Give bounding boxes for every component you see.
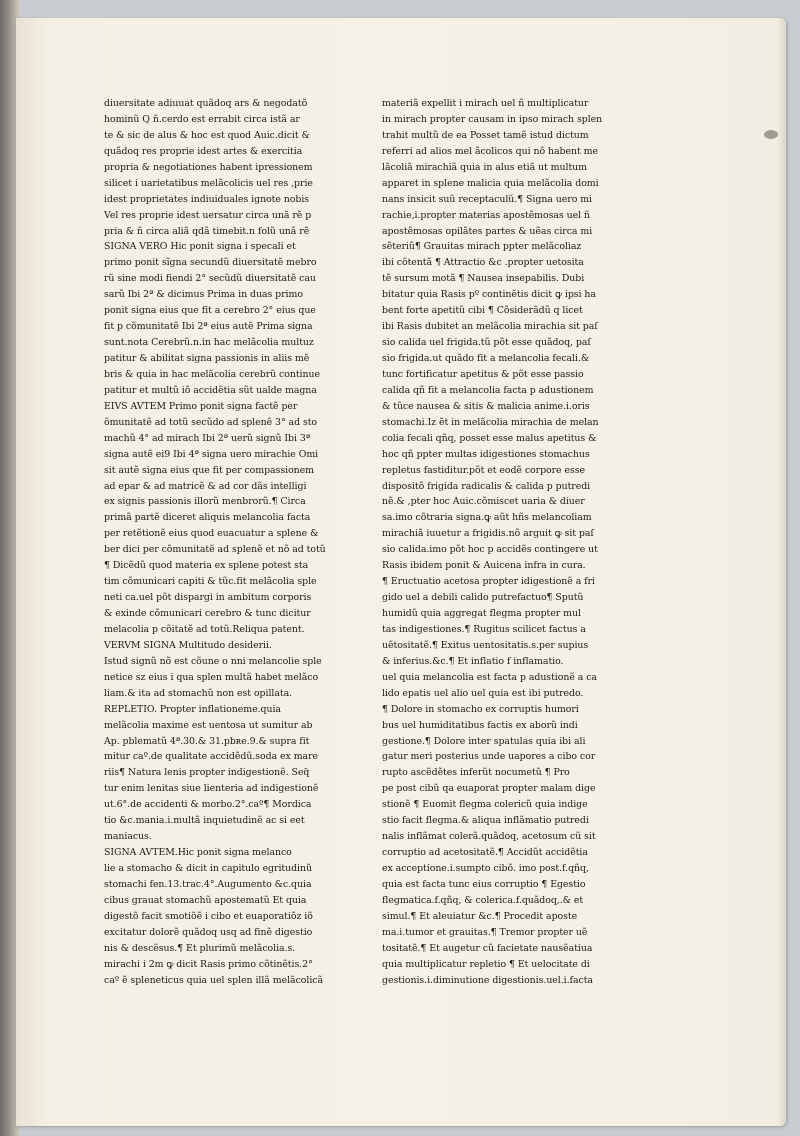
text-line: caº ẽ spleneticus quia uel splen illã melãcolicã — [104, 974, 324, 986]
text-line: per retẽtionẽ eius quod euacuatur a splene & — [104, 528, 319, 540]
text-line: pe post cibũ qa euaporat propter malam dige — [382, 783, 596, 795]
text-line: melacolia p cõitatẽ ad totũ.Reliqua patent. — [104, 623, 305, 635]
text-line: flegmatica.f.qñq, & colerica.f.quãdoq,.& et — [382, 894, 584, 906]
text-line: VERVM SIGNA Multitudo desiderii. — [104, 639, 272, 651]
text-line: netice sz eius i qua splen multã habet melãco — [104, 671, 319, 683]
text-line: tas indigestiones.¶ Rugitus scilicet factus a — [382, 623, 586, 635]
text-line: uel quia melancolia est facta p adustionẽ a ca — [382, 671, 597, 683]
text-line: melãcolia maxime est uentosa ut sumitur ab — [104, 719, 313, 731]
page-edge-shadow — [776, 18, 786, 1126]
text-line: tur enim lenitas siue lienteria ad indigestionẽ — [104, 783, 319, 795]
text-line: pria & ñ circa aliã qdã timebit.n folũ unã rẽ — [104, 225, 310, 237]
text-line: silicet i uarietatibus melãcolicis uel res ,prie — [104, 177, 313, 189]
text-line: ¶ Eructuatio acetosa propter idigestionẽ a fri — [382, 576, 595, 588]
text-line: cibus grauat stomachũ apostematũ Et quia — [104, 894, 307, 906]
text-line: Vel res proprie idest uersatur circa unã rẽ p — [104, 209, 312, 221]
text-line: quãdoq res proprie idest artes & exercitia — [104, 145, 303, 157]
text-line: propria & negotiationes habent ipressionem — [104, 161, 313, 173]
text-line: repletus fastiditur.põt et eodẽ corpore esse — [382, 464, 586, 476]
text-line: idest proprietates indiuiduales ignote nobis — [104, 193, 310, 205]
text-line: sa.imo cõtraria signa.ꝙ aũt hñs melancoliam — [382, 512, 592, 524]
text-line: quia multiplicatur repletio ¶ Et uelocitate di — [382, 958, 590, 970]
text-line: sarũ Ibi 2ª & dicimus Prima in duas primo — [104, 289, 303, 301]
text-line: bus uel humiditatibus factis ex aborũ indi — [382, 719, 578, 731]
text-line: nis & descẽsus.¶ Et plurimũ melãcolia.s. — [104, 942, 296, 954]
text-line: mirachi i 2m ꝙ dicit Rasis primo cõtinẽtis.2° — [104, 958, 313, 970]
text-line: stomachi fen.13.trac.4°.Augumento &c.quia — [104, 878, 312, 890]
text-line: gestionis.i.diminutione digestionis.uel.i.facta — [382, 974, 593, 986]
text-line: patitur & abilitat signa passionis in aliis mẽ — [104, 353, 310, 364]
text-line: tositatẽ.¶ Et augetur cũ facietate nausẽatiua — [382, 942, 593, 954]
text-line: Rasis ibidem ponit & Auicena infra in cura. — [382, 560, 586, 572]
text-line: hoc qñ ppter multas idigestiones stomachus — [382, 448, 590, 460]
text-line: sẽteriũ¶ Grauitas mirach ppter melãcoliaz — [382, 241, 582, 253]
text-line: primã partẽ diceret aliquis melancolia facta — [104, 512, 311, 524]
text-line: dispositõ frigida radicalis & calida p putredi — [382, 480, 591, 492]
text-line: tio &c.mania.i.multã inquietudinẽ ac si eet — [104, 815, 305, 827]
text-line: ¶ Dicẽdũ quod materia ex splene potest sta — [104, 560, 309, 572]
text-line: õmunitatẽ ad totũ secũdo ad splenẽ 3° ad sto — [104, 416, 318, 428]
text-line: sunt.nota Cerebrũ.n.in hac melãcolia multuz — [104, 337, 314, 349]
text-line: lãcoliã mirachiã quia in alus etiã ut multum — [382, 161, 587, 173]
text-line: colia fecali qñq, posset esse malus apetitus & — [382, 432, 597, 444]
text-line: calida qñ fit a melancolia facta p adustionem — [382, 384, 594, 396]
text-line: nẽ.& ,pter hoc Auic.cõmiscet uaria & diuer — [382, 496, 585, 508]
text-line: in mirach propter causam in ipso mirach splen — [382, 113, 603, 125]
text-line: trahit multũ de ea Posset tamẽ istud dictum — [382, 129, 589, 141]
text-line: sio calida uel frigida.tũ põt esse quãdoq, paſ — [382, 337, 591, 349]
text-line: rupto ascẽdẽtes inferũt nocumetũ ¶ Pro — [382, 767, 570, 779]
text-line: neti ca.uel põt dispargi in ambitum corporis — [104, 592, 312, 604]
text-line: EIVS AVTEM Primo ponit signa factẽ per — [104, 400, 298, 412]
text-line: excitatur dolorẽ quãdoq usq ad finẽ digestio — [104, 926, 313, 938]
text-line: referri ad alios mel ãcolicos qui nõ habent me — [382, 145, 598, 157]
text-line: ad epar & ad matricẽ & ad cor dãs intelligi — [104, 480, 307, 492]
text-line: signa autẽ ei9 Ibi 4ª signa uero mirachie Omi — [104, 448, 319, 460]
text-line: uẽtositatẽ.¶ Exitus uentositatis.s.per supius — [382, 639, 589, 651]
text-line: ma.i.tumor et grauitas.¶ Tremor propter uẽ — [382, 926, 588, 938]
text-line: lie a stomacho & dicit in capitulo egritudinũ — [104, 863, 312, 874]
text-line: ibi Rasis dubitet an melãcolia mirachia sit paſ — [382, 321, 598, 333]
text-line: Istud signũ nõ est cõune o nni melancolie sple — [104, 655, 322, 667]
text-line: gatur meri posterius unde uapores a cibo cor — [382, 751, 596, 763]
text-line: rachie,i.propter materias apostẽmosas uel ñ — [382, 209, 590, 221]
text-line: ber dici per cõmunitatẽ ad splenẽ et nõ ad totũ — [104, 544, 326, 556]
text-line: diuersitate adiuuat quãdoq ars & negodatõ — [104, 98, 308, 109]
text-line: lido epatis uel alio uel quia est ibi putredo. — [382, 687, 584, 699]
text-line: hominũ Q ñ.cerdo est errabit circa istã ar — [104, 113, 300, 125]
text-line: primo ponit sĩgna secundũ diuersitatẽ mebro — [104, 257, 317, 269]
text-line: liam.& ita ad stomachũ non est opillata. — [104, 687, 293, 699]
text-line: ex acceptione.i.sumpto cibõ. imo post.f.qñq, — [382, 863, 589, 874]
text-line: ut.6°.de accidenti & morbo.2°.caº¶ Mordica — [104, 799, 312, 811]
text-line: gestione.¶ Dolore inter spatulas quia ibi ali — [382, 735, 586, 747]
text-line: tẽ sursum motã ¶ Nausea insepabilis. Dubi — [382, 273, 585, 285]
text-line: riis¶ Natura lenis propter indigestionẽ. Seq̃ — [104, 767, 310, 779]
text-line: materiã expellit i mirach uel ñ multiplicatur — [382, 98, 589, 109]
text-line: sio calida.imo põt hoc p accidẽs contingere ut — [382, 544, 598, 556]
text-line: & inferius.&c.¶ Et inflatio f inflamatio. — [382, 655, 564, 667]
text-line: quia est facta tunc eius corruptio ¶ Egestio — [382, 878, 586, 890]
text-line: sit autẽ signa eius que fit per compassionem — [104, 464, 314, 476]
text-line: digestõ facit smotiõẽ i cibo et euaporatiõz iõ — [104, 910, 313, 922]
text-line: machũ 4° ad mirach Ibi 2ª uerũ signũ Ibi 3ª — [104, 432, 311, 444]
text-line: ¶ Dolore in stomacho ex corruptis humori — [382, 703, 579, 715]
text-line: sio frigida.ut quãdo fit a melancolia fecali.& — [382, 353, 590, 364]
text-line: Ap. pblematũ 4ª.30.& 31.pbʀe.9.& supra fit — [104, 735, 310, 747]
ink-smudge-mark — [764, 130, 778, 139]
text-line: tunc fortificatur apetitus & põt esse passio — [382, 368, 584, 380]
text-line: SIGNA AVTEM.Hic ponit signa melanco — [104, 847, 292, 859]
text-line: apparet in splene malicia quia melãcolia domi — [382, 177, 599, 189]
text-line: stio facit flegma.& aliqua inflãmatio putredi — [382, 815, 589, 827]
text-line: gido uel a debili calido putrefactuo¶ Sputũ — [382, 592, 584, 604]
text-line: SIGNA VERO Hic ponit signa i specali et — [104, 241, 296, 253]
text-line: ponit signa eius que fit a cerebro 2° eius que — [104, 305, 316, 317]
text-line: patitur et multũ iõ accidẽtia sũt ualde magna — [104, 384, 317, 396]
text-line: stomachi.Iz ẽt in melãcolia mirachia de melan — [382, 416, 599, 428]
text-line: humidũ quia aggregat flegma propter mul — [382, 608, 581, 619]
text-line: & exinde cõmunicari cerebro & tunc dicitur — [104, 608, 311, 619]
text-line: rũ sine modi fiendi 2° secũdũ diuersitatẽ cau — [104, 273, 316, 285]
text-line: te & sic de alus & hoc est quod Auic.dicit & — [104, 129, 310, 141]
text-line: stionẽ ¶ Euomit flegma colericũ quia indige — [382, 799, 588, 811]
text-line: mirachiã iuuetur a frigidis.nõ arguit ꝙ sit paſ — [382, 528, 594, 540]
text-line: apostẽmosas opilãtes partes & uẽas circa mi — [382, 225, 593, 237]
text-line: mitur caº.de qualitate accidẽdũ.soda ex mare — [104, 751, 318, 763]
text-line: ex signis passionis illorũ menbrorũ.¶ Circa — [104, 496, 306, 508]
text-line: nans insicit suũ receptaculũ.¶ Signa uero mi — [382, 193, 593, 205]
text-column-right — [382, 96, 618, 989]
text-line: simul.¶ Et aleuiatur &c.¶ Procedit aposte — [382, 910, 578, 922]
text-line: ibi cõtentã ¶ Attractio &c .propter uetosita — [382, 257, 584, 269]
text-line: nalis inflãmat colerã.quãdoq, acetosum cũ sit — [382, 831, 596, 843]
text-line: corruptio ad acetositatẽ.¶ Accidũt accidẽtia — [382, 847, 588, 859]
text-line: bitatur quia Rasis pº continẽtis dicit ꝙ ipsi ha — [382, 289, 596, 301]
text-line: REPLETIO. Propter inflationeme.quia — [104, 703, 281, 715]
text-line: fit p cõmunitatẽ Ibi 2ª eius autẽ Prima signa — [104, 321, 313, 333]
text-line: tim cõmunicari capiti & tũc.fit melãcolia sple — [104, 576, 317, 588]
text-column-left — [104, 96, 340, 989]
text-line: maniacus. — [104, 831, 152, 843]
text-line: bris & quia in hac melãcolia cerebrũ continue — [104, 368, 320, 380]
text-line: bent forte apetitũ cibi ¶ Cõsiderãdũ q licet — [382, 305, 583, 317]
text-line: & tũce nausea & sitis & malicia anime.i.oris — [382, 400, 590, 412]
